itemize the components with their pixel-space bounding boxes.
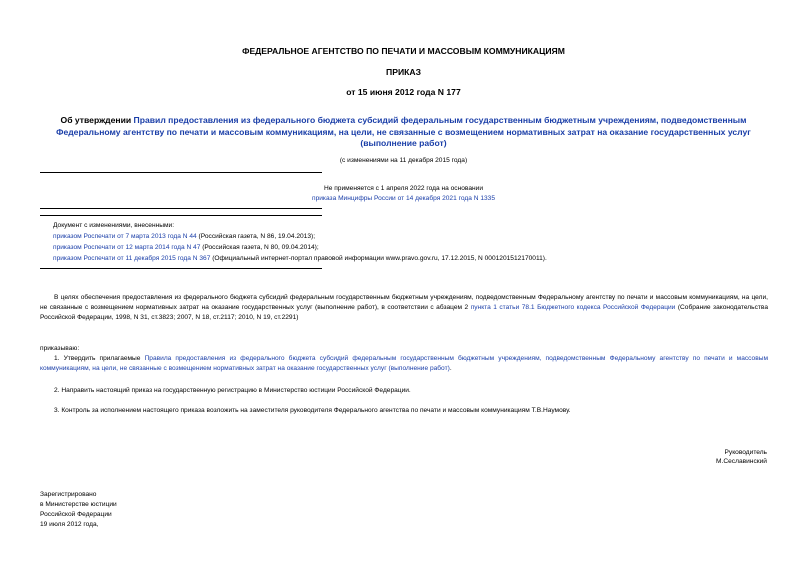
change-link-1[interactable]: приказом Роспечати от 7 марта 2013 года N 44 xyxy=(53,233,197,240)
divider xyxy=(40,268,322,269)
change-link-2[interactable]: приказом Роспечати от 12 марта 2014 года N 47 xyxy=(53,244,201,251)
point-2: 2. Направить настоящий приказ на государственную регистрацию в Министерство юстиции Российской Федерации. xyxy=(54,387,411,394)
not-applied-notice: Не применяется с 1 апреля 2022 года на основании xyxy=(323,185,484,192)
signature-block xyxy=(716,448,767,466)
divider xyxy=(40,172,322,173)
point-3: 3. Контроль за исполнением настоящего приказа возложить на заместителя руководителя Федерального агентства по печати и массовым коммуникациям Т.В.Наумову. xyxy=(54,407,571,414)
preamble-rest: (Собрание законодательства Российской Федерации, 1998, N 31, ст.3823; 2007, N 18, ст.2117; 2010, N 19, ст.2291) xyxy=(40,303,768,321)
title-prefix: Об утверждении xyxy=(60,115,134,125)
document-type: ПРИКАЗ xyxy=(386,67,421,77)
list-item xyxy=(53,232,773,241)
change-source-2: (Российская газета, N 80, 09.04.2014); xyxy=(200,244,319,251)
changes-heading: Документ с изменениями, внесенными: xyxy=(53,222,175,229)
divider xyxy=(40,208,322,209)
mincifry-order-link[interactable]: приказа Минцифры России от 14 декабря 2021 года N 1335 xyxy=(312,195,495,202)
preamble-paragraph xyxy=(40,293,768,322)
document-date-number: от 15 июня 2012 года N 177 xyxy=(346,87,461,97)
change-source-1: (Российская газета, N 86, 19.04.2013); xyxy=(196,233,316,240)
rules-link[interactable]: Правила предоставления из федерального бюджета субсидий федеральным государственным бюджетным учреждениям, подведомственным Федеральному агентству по печати и массовым коммуникациям, на цели, не связанные с возмещением нормативных затрат на оказание государственных услуг (выполнение работ) xyxy=(40,355,768,372)
budget-code-link[interactable]: пункта 1 статьи 78.1 Бюджетного кодекса Российской Федерации xyxy=(470,303,676,311)
registration-block xyxy=(40,490,117,530)
not-applied-link-line xyxy=(0,194,807,203)
signature-name: М.Сеславинский xyxy=(716,458,767,465)
list-item xyxy=(53,243,773,252)
change-link-3[interactable]: приказом Роспечати от 11 декабря 2015 года N 367 xyxy=(53,255,211,262)
point-1 xyxy=(40,354,768,374)
registration-line: Российской Федерации xyxy=(40,511,112,518)
change-source-3: (Официальный интернет-портал правовой информации www.pravo.gov.ru, 17.12.2015, N 0001201512170011). xyxy=(210,255,547,262)
agency-name: ФЕДЕРАЛЬНОЕ АГЕНТСТВО ПО ПЕЧАТИ И МАССОВЫМ КОММУНИКАЦИЯМ xyxy=(242,46,565,56)
title-rules-link[interactable]: Правил предоставления из федерального бюджета субсидий федеральным государственным бюджетным учреждениям, подведомственным Федеральному агентству по печати и массовым коммуникациям, на цели, не связанные с возмещением нормативных затрат на оказание государственных услуг (выполнение работ) xyxy=(56,115,751,148)
signature-position: Руководитель xyxy=(724,449,767,456)
registration-line: в Министерстве юстиции xyxy=(40,501,117,508)
registration-line: Зарегистрировано xyxy=(40,491,97,498)
list-item xyxy=(53,254,773,263)
amended-note: (с изменениями на 11 декабря 2015 года) xyxy=(339,157,468,164)
point-1-suffix: . xyxy=(449,364,452,372)
divider xyxy=(40,215,322,216)
changes-block xyxy=(53,221,773,263)
order-word: приказываю: xyxy=(40,345,80,352)
point-1-prefix: 1. Утвердить прилагаемые xyxy=(54,355,145,362)
registration-line: 19 июля 2012 года, xyxy=(40,521,99,528)
preamble-text: В целях обеспечения предоставления из федерального бюджета субсидий федеральным государственным бюджетным учреждениям, подведомственным Федеральному агентству по печати и массовым коммуникациям, на цели, не связанные с возмещением нормативных затрат на оказание государственных услуг (выполнение работ), в соответствии с абзацем 2 xyxy=(40,294,768,311)
document-title xyxy=(30,115,777,150)
